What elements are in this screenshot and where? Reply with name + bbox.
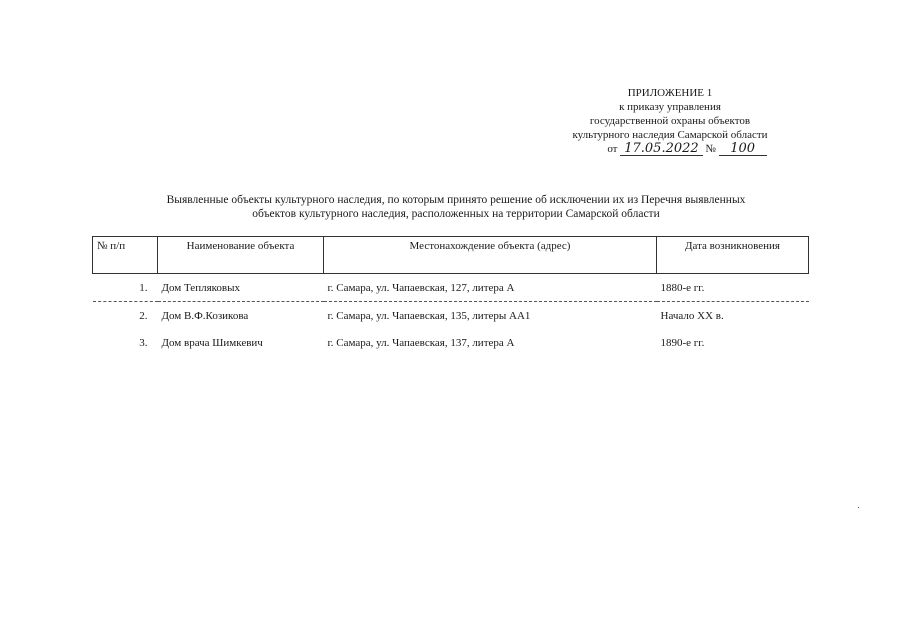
object-date: 1890-е гг. — [660, 336, 705, 349]
header-date: Дата возникновения — [657, 237, 809, 274]
scan-speck — [858, 507, 859, 508]
row-number: 3. — [139, 336, 148, 349]
appendix-line-3: культурного наследия Самарской области — [572, 129, 768, 141]
object-address: г. Самара, ул. Чапаевская, 127, литера А — [324, 274, 657, 302]
appendix-line-1: к приказу управления — [619, 101, 721, 113]
heritage-objects-table — [92, 236, 809, 356]
table-row — [93, 329, 809, 356]
row-number: 1. — [93, 274, 158, 302]
appendix-line-2: государственной охраны объектов — [589, 115, 751, 127]
object-name: Дом Тепляковых — [158, 274, 324, 302]
order-date-line — [554, 142, 820, 156]
title-line-1: Выявленные объекты культурного наследия, по которым принято решение об исключении их из Перечня выявленных — [166, 194, 746, 206]
table-row — [93, 302, 809, 330]
header-address: Местонахождение объекта (адрес) — [324, 237, 657, 274]
object-name: Дом В.Ф.Козикова — [161, 309, 249, 322]
header-number: № п/п — [93, 237, 158, 274]
handwritten-date: 17.05.2022 — [620, 142, 702, 156]
object-date: 1880-е гг. — [657, 274, 809, 302]
table-header-row — [93, 237, 809, 274]
handwritten-number: 100 — [719, 142, 767, 156]
number-label: № — [705, 143, 716, 155]
title-line-2: объектов культурного наследия, расположенных на территории Самарской области — [252, 208, 660, 220]
object-address: г. Самара, ул. Чапаевская, 135, литеры АА1 — [327, 309, 531, 322]
object-date: Начало XX в. — [660, 309, 724, 322]
row-number: 2. — [139, 309, 148, 322]
object-name: Дом врача Шимкевич — [161, 336, 263, 349]
header-name: Наименование объекта — [158, 237, 324, 274]
appendix-heading: ПРИЛОЖЕНИЕ 1 — [627, 87, 713, 99]
table-row — [93, 274, 809, 302]
document-title — [100, 193, 812, 221]
object-address: г. Самара, ул. Чапаевская, 137, литера А — [327, 336, 515, 349]
appendix-block — [520, 86, 820, 156]
from-label: от — [607, 143, 618, 155]
